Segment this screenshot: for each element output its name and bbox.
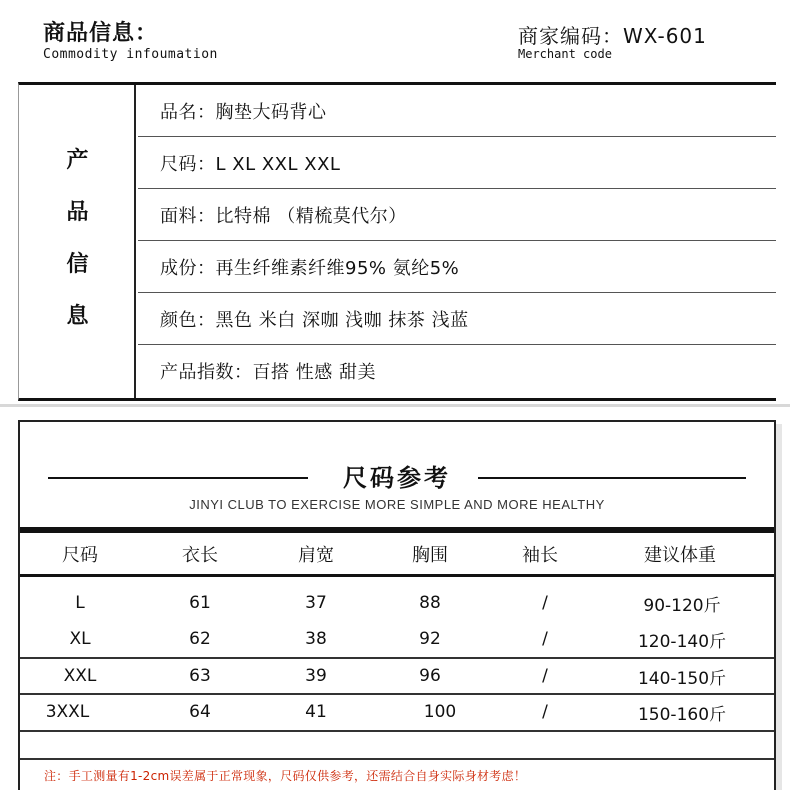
box-shadow: [776, 424, 782, 790]
cell-shoulder: 37: [305, 593, 327, 613]
cell-weight: 150-160斤: [637, 704, 727, 725]
product-info-rows: [138, 85, 776, 398]
header: [0, 0, 790, 84]
side-char: 息: [66, 304, 89, 329]
cell-length: 64: [189, 702, 211, 722]
cell-sleeve: /: [542, 593, 548, 613]
cell-weight: 90-120斤: [643, 595, 721, 616]
header-sleeve: 袖长: [522, 544, 558, 566]
cell-bust: 100: [423, 702, 457, 722]
side-char: 信: [66, 252, 89, 277]
cell-size: 3XXL: [45, 702, 90, 722]
info-row-size: 尺码：L XL XXL XXL: [138, 137, 776, 189]
size-note: 注：手工测量有1-2cm误差属于正常现象，尺码仅供参考，还需结合自身实际身材考虑！: [44, 769, 527, 783]
size-chart-title: 尺码参考: [343, 464, 451, 492]
cell-sleeve: /: [542, 702, 548, 722]
info-row-name: 品名：胸垫大码背心: [138, 85, 776, 137]
header-shoulder: 肩宽: [298, 544, 334, 566]
header-size: 尺码: [62, 544, 98, 566]
cell-bust: 96: [419, 666, 441, 686]
cell-sleeve: /: [542, 629, 548, 649]
divider: [0, 404, 790, 407]
product-info-box: [18, 82, 776, 401]
cell-length: 61: [189, 593, 211, 613]
cell-bust: 88: [419, 593, 441, 613]
size-chart-subtitle: JINYI CLUB TO EXERCISE MORE SIMPLE AND MORE HEALTHY: [189, 497, 605, 512]
header-title: 商品信息：: [43, 21, 159, 46]
row-divider: [20, 730, 774, 732]
merchant-code: 商家编码：WX-601: [518, 24, 707, 48]
info-row-index: 产品指数：百搭 性感 甜美: [160, 362, 376, 383]
product-info-side-label: [19, 85, 136, 398]
info-row-composition: 成份：再生纤维素纤维95% 氨纶5%: [138, 241, 776, 293]
table-row: [20, 694, 774, 730]
side-char: 产: [66, 148, 89, 173]
size-chart: [18, 420, 776, 790]
cell-length: 62: [189, 629, 211, 649]
info-row-fabric: 面料：比特棉 （精梳莫代尔）: [138, 189, 776, 241]
cell-length: 63: [189, 666, 211, 686]
cell-weight: 120-140斤: [637, 631, 727, 652]
table-row: [20, 621, 774, 657]
header-weight: 建议体重: [644, 544, 716, 566]
table-row: [20, 585, 774, 621]
info-row-colors: 颜色：黑色 米白 深咖 浅咖 抹茶 浅蓝: [138, 293, 776, 345]
cell-bust: 92: [419, 629, 441, 649]
cell-shoulder: 39: [305, 666, 327, 686]
row-divider: [20, 758, 774, 760]
cell-weight: 140-150斤: [637, 668, 727, 689]
cell-size: L: [75, 593, 85, 613]
header-subtitle: Commodity infoumation: [43, 47, 218, 62]
table-header: [20, 533, 774, 577]
merchant-code-subtitle: Merchant code: [518, 47, 612, 61]
cell-shoulder: 38: [305, 629, 327, 649]
header-length: 衣长: [182, 544, 218, 566]
cell-sleeve: /: [542, 666, 548, 686]
header-bust: 胸围: [412, 544, 448, 566]
cell-size: XXL: [63, 666, 97, 686]
side-char: 品: [66, 200, 89, 225]
cell-size: XL: [69, 629, 91, 649]
cell-shoulder: 41: [305, 702, 327, 722]
table-row: [20, 658, 774, 694]
